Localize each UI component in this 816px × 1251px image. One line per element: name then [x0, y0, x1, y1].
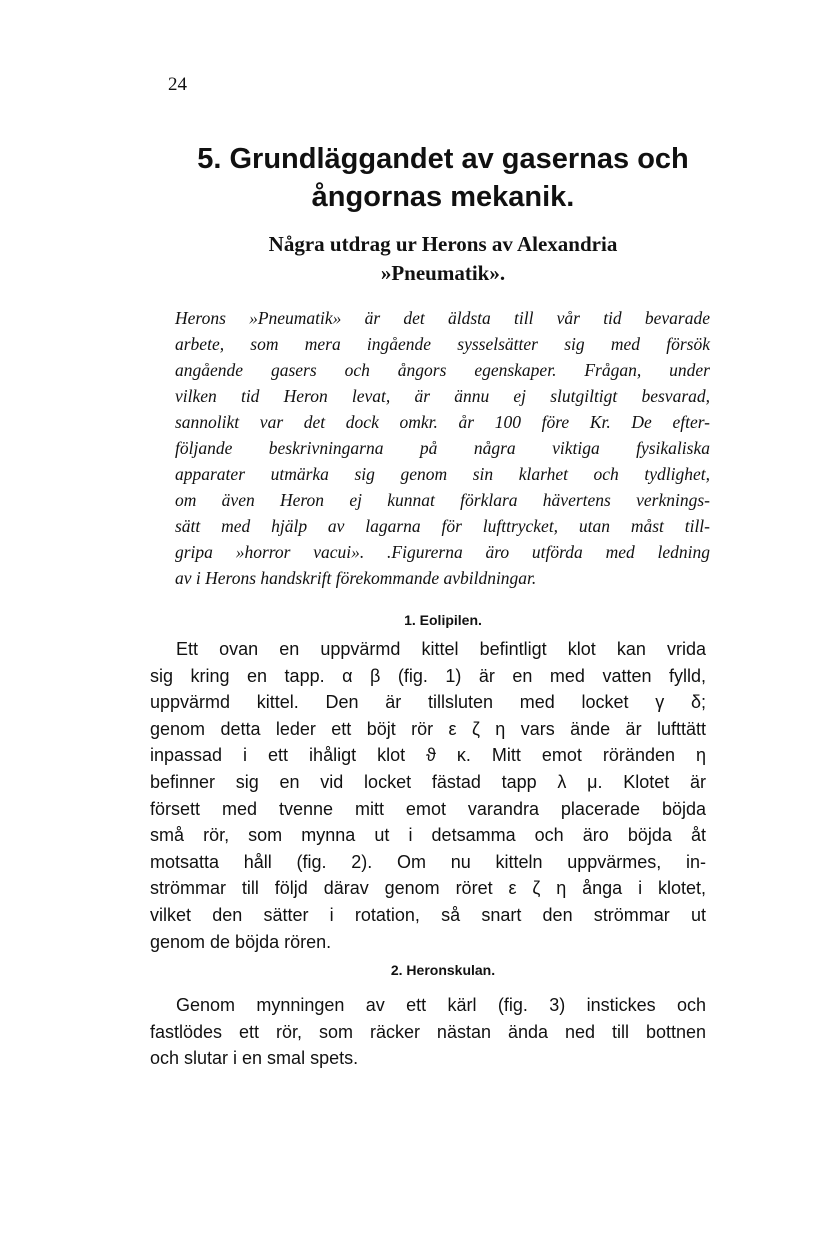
paragraph-line: befinner sig en vid locket fästad tapp λ μ. Klotet är	[150, 771, 706, 792]
chapter-title-line-2: ångornas mekanik.	[311, 181, 575, 213]
section-paragraph-eolipilen	[150, 636, 706, 955]
paragraph-line: sig kring en tapp. α β (fig. 1) är en med vatten fylld,	[150, 665, 706, 686]
intro-line: gripa »horror vacui». .Figurerna äro utförda med ledning	[175, 542, 710, 562]
intro-line: Herons »Pneumatik» är det äldsta till vår tid bevarade	[175, 308, 710, 328]
paragraph-line: försett med tvenne mitt emot varandra placerade böjda	[150, 798, 706, 819]
subtitle	[150, 230, 736, 288]
paragraph-line: och slutar i en smal spets.	[150, 1048, 359, 1069]
intro-line: sannolikt var det dock omkr. år 100 före Kr. De efter-	[175, 412, 710, 432]
intro-line: angående gasers och ångors egenskaper. Frågan, under	[175, 360, 710, 380]
subtitle-line-1: Några utdrag ur Herons av Alexandria	[268, 232, 618, 256]
paragraph-line: små rör, som mynna ut i detsamma och äro böjda åt	[150, 825, 706, 846]
section-paragraph-heronskulan	[150, 992, 706, 1072]
paragraph-line: inpassad i ett ihåligt klot ϑ κ. Mitt emot röränden η	[150, 745, 706, 766]
paragraph-line: fastlödes ett rör, som räcker nästan ända ned till bottnen	[150, 1021, 706, 1042]
paragraph-line: genom detta leder ett böjt rör ε ζ η vars ände är lufttätt	[150, 718, 706, 739]
intro-line: vilken tid Heron levat, är ännu ej slutgiltigt besvarad,	[175, 386, 710, 406]
paragraph-line: motsatta håll (fig. 2). Om nu kitteln uppvärmes, in-	[150, 851, 706, 872]
paragraph-line: genom de böjda rören.	[150, 931, 332, 952]
intro-line: sätt med hjälp av lagarna för lufttrycket, utan måst till-	[175, 516, 710, 536]
chapter-title	[150, 140, 736, 216]
page-number: 24	[168, 74, 187, 95]
section-heading-eolipilen: 1. Eolipilen.	[404, 612, 482, 628]
paragraph-line: Genom mynningen av ett kärl (fig. 3) instickes och	[176, 995, 706, 1015]
intro-line: av i Herons handskrift förekommande avbildningar.	[175, 568, 537, 588]
chapter-title-line-1: 5. Grundläggandet av gasernas och	[197, 143, 689, 175]
paragraph-line: vilket den sätter i rotation, så snart den strömmar ut	[150, 904, 706, 925]
section-heading-heronskulan: 2. Heronskulan.	[390, 962, 496, 978]
paragraph-line: strömmar till följd därav genom röret ε ζ η ånga i klotet,	[150, 878, 706, 899]
paragraph-line: Ett ovan en uppvärmd kittel befintligt klot kan vrida	[176, 639, 706, 659]
intro-line: arbete, som mera ingående sysselsätter sig med försök	[175, 334, 710, 354]
paragraph-line: uppvärmd kittel. Den är tillsluten med locket γ δ;	[150, 692, 706, 713]
intro-line: följande beskrivningarna på några viktiga fysikaliska	[175, 438, 710, 458]
intro-line: apparater utmärka sig genom sin klarhet och tydlighet,	[175, 464, 710, 484]
intro-paragraph	[175, 305, 710, 591]
intro-line: om även Heron ej kunnat förklara hävertens verknings-	[175, 490, 710, 510]
subtitle-line-2: »Pneumatik».	[380, 261, 506, 285]
